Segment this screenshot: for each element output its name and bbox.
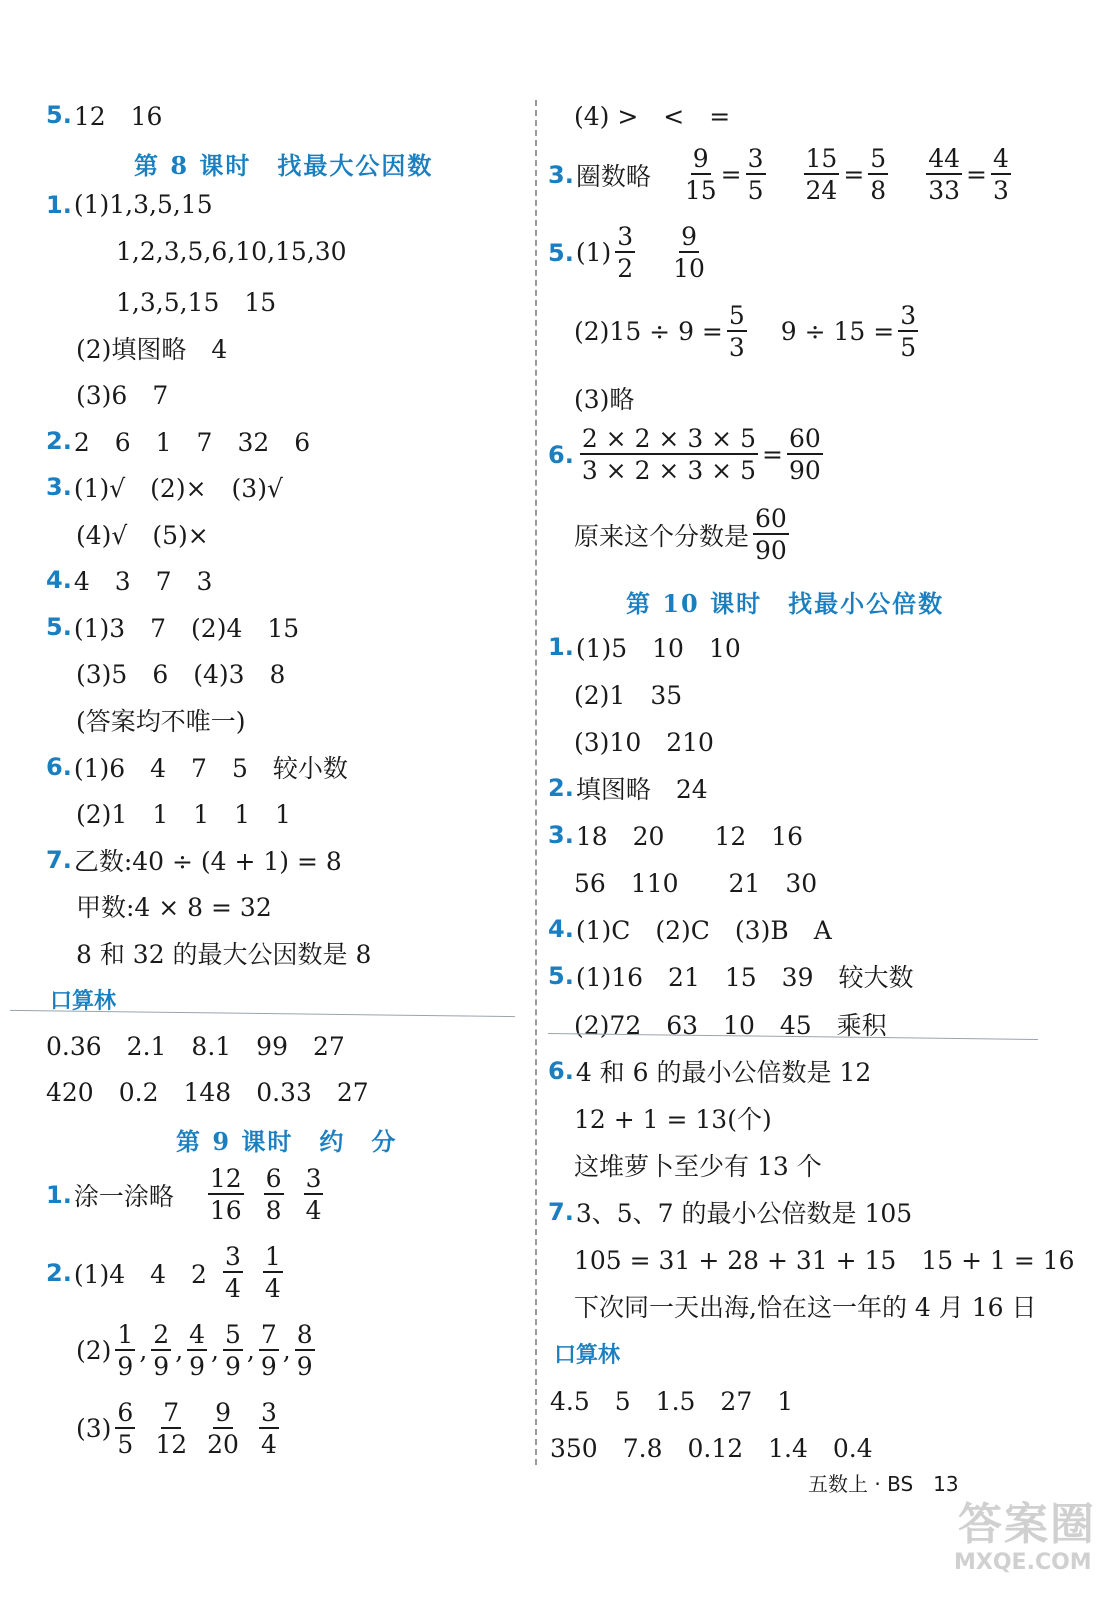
question-number: 7.: [46, 846, 72, 874]
fraction: $\frac{3}{4}$: [305, 1164, 322, 1225]
answer-line: 4.5 5 1.5 27 1: [550, 1387, 794, 1416]
answer-text: 12 16: [73, 102, 163, 131]
answer-text: 乙数:40 ÷ (4 + 1) = 8: [73, 847, 342, 876]
answer-line: (2)72 63 10 45 乘积: [574, 1011, 887, 1040]
fraction: $\frac{6}{8}$: [265, 1164, 282, 1225]
question-number: 1.: [46, 1180, 72, 1209]
question-number: 7.: [548, 1198, 574, 1226]
fraction: $\frac{1}{9}$: [117, 1320, 134, 1381]
answer-text: (1)√ (2)× (3)√: [73, 474, 283, 503]
answer-text: 4 和 6 的最小公倍数是 12: [575, 1058, 872, 1087]
answer-text: (1)16 21 15 39 较大数: [575, 963, 914, 992]
fraction: $\frac{4}{9}$: [189, 1320, 206, 1381]
answer-line: 这堆萝卜至少有 13 个: [574, 1152, 822, 1181]
section-label-kousuanlin: 口算林: [50, 989, 117, 1014]
answer-line: (2)1 1 1 1 1: [76, 800, 291, 829]
answer-line: 350 7.8 0.12 1.4 0.4: [550, 1434, 873, 1463]
answer-line: (3)5 6 (4)3 8: [76, 660, 286, 689]
question-number: 1.: [46, 190, 72, 219]
answer-text: 3、5、7 的最小公倍数是 105: [575, 1199, 913, 1228]
watermark-logo: 答案圈 MXQE.COM: [954, 1499, 1096, 1575]
answer-line: (2)1 35: [574, 681, 683, 710]
fraction: $\frac{15}{24}$: [805, 144, 838, 205]
answer-line: 420 0.2 148 0.33 27: [46, 1078, 369, 1107]
answer-line: (4)√ (5)×: [76, 521, 209, 550]
answer-line: [46, 1244, 287, 1301]
answer-text: 2 6 1 7 32 6: [73, 428, 311, 457]
answer-text: (1)5 10 10: [575, 634, 741, 663]
answer-line: [46, 842, 342, 878]
lesson-heading: 第 9 课时 约 分: [176, 1127, 398, 1156]
fraction: $\frac{6}{5}$: [117, 1398, 134, 1459]
answer-line: (2)15 ÷ 9 = $\frac{5}{3}$ 9 ÷ 15 = $\frac{3}{5}$: [574, 301, 917, 362]
question-number: 3.: [548, 821, 574, 849]
fraction: $\frac{3}{4}$: [260, 1398, 277, 1459]
answer-line: [46, 423, 310, 459]
question-number: 5.: [548, 238, 574, 267]
answer-line: [548, 1053, 871, 1089]
lesson-heading: 第 8 课时 找最大公因数: [134, 151, 434, 180]
answer-line: (2)填图略 4: [76, 335, 228, 364]
question-number: 1.: [548, 633, 574, 661]
answer-line: 0.36 2.1 8.1 99 27: [46, 1032, 345, 1061]
answer-line: (答案均不唯一): [76, 707, 246, 736]
answer-line: 8 和 32 的最大公因数是 8: [76, 940, 372, 969]
fraction: $\frac{60}{90}$: [755, 504, 787, 565]
question-number: 4.: [46, 566, 72, 594]
answer-line: 原来这个分数是 $\frac{60}{90}$: [574, 504, 787, 565]
answer-line: [46, 1166, 327, 1223]
fraction: $\frac{44}{33}$: [928, 144, 960, 205]
answer-text: (1): [575, 238, 612, 267]
fraction: $\frac{3}{5}$: [900, 301, 917, 362]
answer-line: (3)10 210: [574, 728, 714, 757]
question-number: 5.: [46, 613, 72, 641]
answer-line: [548, 817, 803, 853]
answer-line: [548, 770, 708, 806]
answer-text: 涂一涂略: [73, 1181, 174, 1211]
lesson-heading: 第 10 课时 找最小公倍数: [626, 589, 945, 618]
answer-line: 下次同一天出海,恰在这一年的 4 月 16 日: [574, 1293, 1037, 1322]
fraction: $\frac{4}{3}$: [992, 144, 1009, 205]
answer-text: 4 3 7 3: [73, 567, 213, 596]
answer-line: (3) $\frac{6}{5}$ $\frac{7}{12}$ $\frac{9}{20}$ $\frac{3}{4}$: [76, 1398, 277, 1459]
question-number: 5.: [548, 962, 574, 990]
fraction: $\frac{5}{9}$: [225, 1320, 241, 1381]
fraction: $\frac{3}{4}$: [224, 1242, 241, 1303]
fraction: $\frac{9}{10}$: [673, 222, 705, 283]
answer-text: 18 20 12 16: [575, 822, 804, 851]
fraction: $\frac{1}{4}$: [264, 1242, 281, 1303]
answer-line: [548, 958, 914, 994]
answer-line: 甲数:4 × 8 = 32: [76, 893, 272, 922]
column-divider: [535, 100, 537, 1465]
answer-line: 105 = 31 + 28 + 31 + 15 15 + 1 = 16: [574, 1246, 1075, 1275]
question-number: 3.: [46, 473, 72, 501]
fraction: $\frac{5}{8}$: [870, 144, 887, 205]
question-number: 5.: [46, 101, 72, 129]
answer-text: (1)3 7 (2)4 15: [73, 614, 300, 643]
fraction: $\frac{12}{16}$: [209, 1164, 242, 1225]
answer-line: 1,3,5,15 15: [116, 288, 277, 317]
answer-line: [46, 749, 348, 785]
fraction: $\frac{3}{2}$: [617, 222, 634, 283]
answer-line: [46, 562, 212, 598]
answer-line: 1,2,3,5,6,10,15,30: [116, 237, 347, 266]
answer-line: 56 110 21 30: [574, 869, 818, 898]
fraction: $\frac{7}{9}$: [260, 1320, 277, 1381]
answer-line: [548, 911, 832, 947]
section-label-kousuanlin: 口算林: [554, 1343, 621, 1368]
question-number: 2.: [548, 774, 574, 802]
question-number: 6.: [548, 1057, 574, 1085]
answer-line: [46, 469, 283, 505]
answer-line: 6. $\frac{2 \times 2 \times 3 \times 5}{3 \times 2 \times 3 \times 5}$ = $\frac{60}{90}$: [548, 424, 821, 485]
answer-text: (1)4 4 2: [73, 1259, 207, 1289]
answer-line: [46, 609, 299, 645]
answer-text: (1)1,3,5,15: [73, 190, 213, 219]
question-number: 2.: [46, 1258, 72, 1287]
answer-line: 12 + 1 = 13(个): [574, 1105, 772, 1134]
answer-line: (3)6 7: [76, 381, 169, 410]
question-number: 3.: [548, 160, 574, 189]
page-footer: 五数上 · BS 13: [808, 1472, 959, 1496]
fraction: $\frac{2}{9}$: [153, 1320, 170, 1381]
answer-text: (1)C (2)C (3)B A: [575, 916, 832, 945]
answer-text: 圈数略: [575, 161, 651, 191]
answer-line: [548, 629, 741, 665]
answer-line: [46, 97, 162, 133]
fraction: $\frac{5}{3}$: [728, 301, 745, 362]
answer-line: [46, 190, 213, 219]
question-number: 6.: [46, 753, 72, 781]
fraction: $\frac{9}{15}$: [684, 144, 717, 205]
answer-line: 3. 圈数略 $\frac{9}{15}$ = $\frac{3}{5}$ $\frac{15}{24}$ = $\frac{5}{8}$ $\frac{44}{33}$ = $\frac{4}{3}$: [548, 144, 1009, 205]
fraction: $\frac{3}{5}$: [747, 144, 764, 205]
answer-text: (1)6 4 7 5 较小数: [73, 754, 348, 783]
fraction: $\frac{2 \times 2 \times 3 \times 5}{3 \times 2 \times 3 \times 5}$: [581, 424, 756, 485]
question-number: 6.: [548, 440, 574, 469]
answer-line: (4) > < =: [574, 102, 731, 131]
question-number: 4.: [548, 915, 574, 943]
answer-line: (3)略: [574, 385, 635, 414]
fraction: $\frac{60}{90}$: [788, 424, 821, 485]
fraction: $\frac{9}{20}$: [207, 1398, 239, 1459]
fraction: $\frac{7}{12}$: [155, 1398, 188, 1459]
question-number: 2.: [46, 427, 72, 455]
fraction: $\frac{8}{9}$: [296, 1320, 313, 1381]
answer-line: [548, 224, 709, 281]
answer-line: [548, 1194, 912, 1230]
answer-line: (2) $\frac{1}{9}$ , $\frac{2}{9}$ , $\frac{4}{9}$ , $\frac{5}{9}$ , $\frac{7}{9}$ , $\frac{8}{9}$: [76, 1320, 313, 1381]
answer-text: 填图略 24: [575, 775, 708, 804]
